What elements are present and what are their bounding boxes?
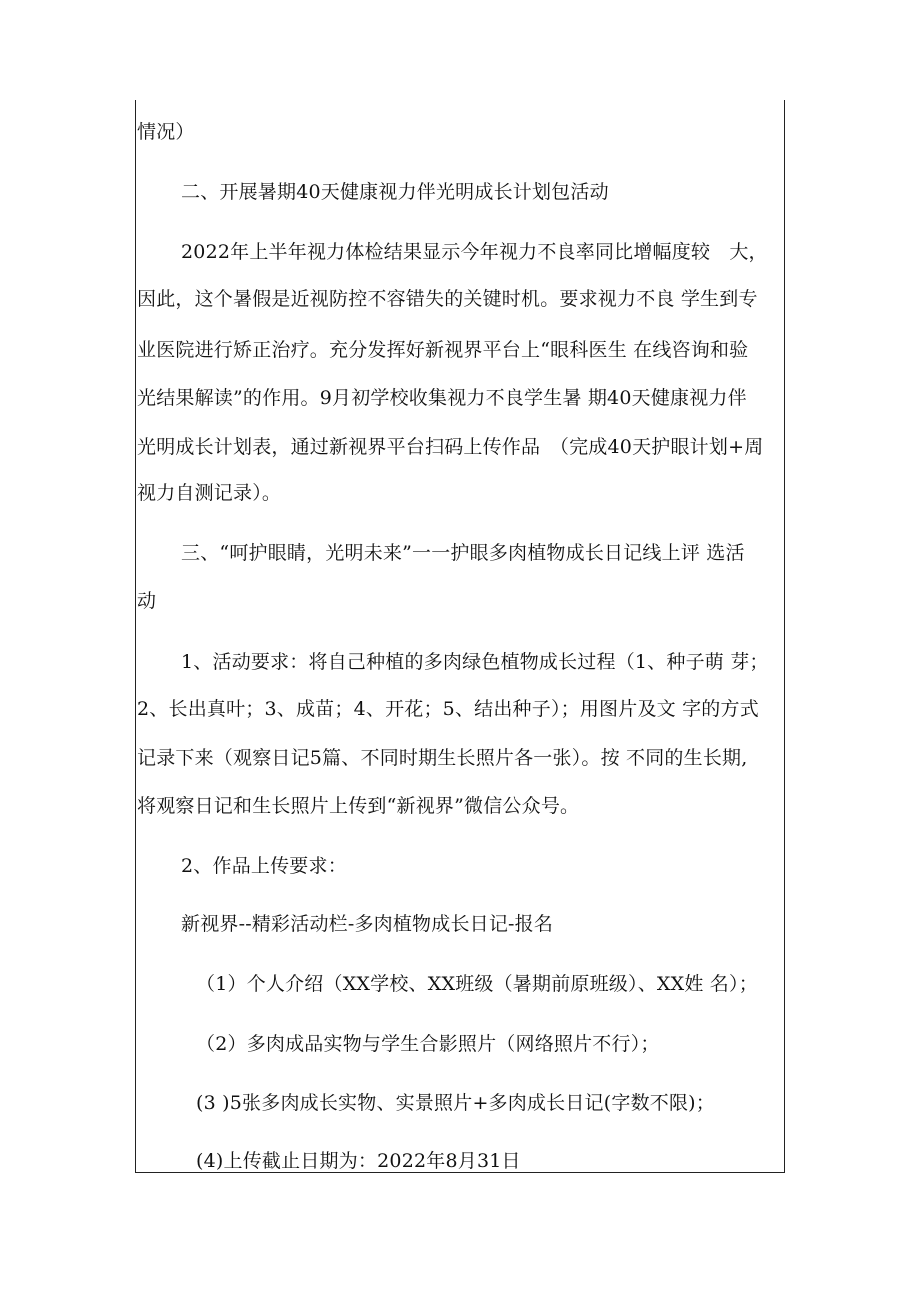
text-line-6: 光结果解读”的作用。9月初学校收集视力不良学生暑 期40天健康视力伴	[137, 387, 747, 409]
subheading-upload-requirements: 2、作品上传要求：	[181, 855, 347, 877]
section-heading-2: 二、开展暑期40天健康视力伴光明成长计划包活动	[181, 181, 609, 203]
requirement-item-3: (3 )5张多肉成长实物、实景照片+多肉成长日记(字数不限)；	[196, 1092, 715, 1114]
upload-path: 新视界--精彩活动栏-多肉植物成长日记-报名	[181, 913, 554, 935]
text-line-1: 情况）	[137, 121, 195, 143]
text-line-4: 因此，这个暑假是近视防控不容错失的关键时机。要求视力不良 学生到专	[137, 288, 758, 310]
text-line-5: 业医院进行矫正治疗。充分发挥好新视界平台上“眼科医生 在线咨询和验	[137, 339, 749, 361]
text-line-10: 动	[137, 590, 157, 612]
section-heading-3: 三、“呵护眼睛，光明未来”一一护眼多肉植物成长日记线上评 选活	[181, 542, 745, 564]
text-line-14: 将观察日记和生长照片上传到“新视界”微信公众号。	[137, 795, 580, 817]
text-line-8: 视力自测记录）。	[137, 482, 282, 504]
text-line-13: 记录下来（观察日记5篇、不同时期生长照片各一张）。按 不同的生长期,	[137, 747, 748, 769]
text-line-11: 1、活动要求：将自己种植的多肉绿色植物成长过程（1、种子萌 芽；	[181, 651, 769, 673]
text-line-7: 光明成长计划表，通过新视界平台扫码上传作品 （完成40天护眼计划+周	[137, 436, 764, 458]
text-line-12: 2、长出真叶；3、成苗；4、开花；5、结出种子）；用图片及文 字的方式	[137, 698, 759, 720]
requirement-item-4: (4)上传截止日期为：2022年8月31日	[196, 1150, 521, 1172]
text-line-3: 2022年上半年视力体检结果显示今年视力不良率同比增幅度较 大，	[181, 241, 768, 263]
requirement-item-1: （1）个人介绍（XX学校、XX班级（暑期前原班级）、XX姓 名）；	[196, 973, 758, 995]
requirement-item-2: （2）多肉成品实物与学生合影照片（网络照片不行）；	[196, 1033, 660, 1055]
